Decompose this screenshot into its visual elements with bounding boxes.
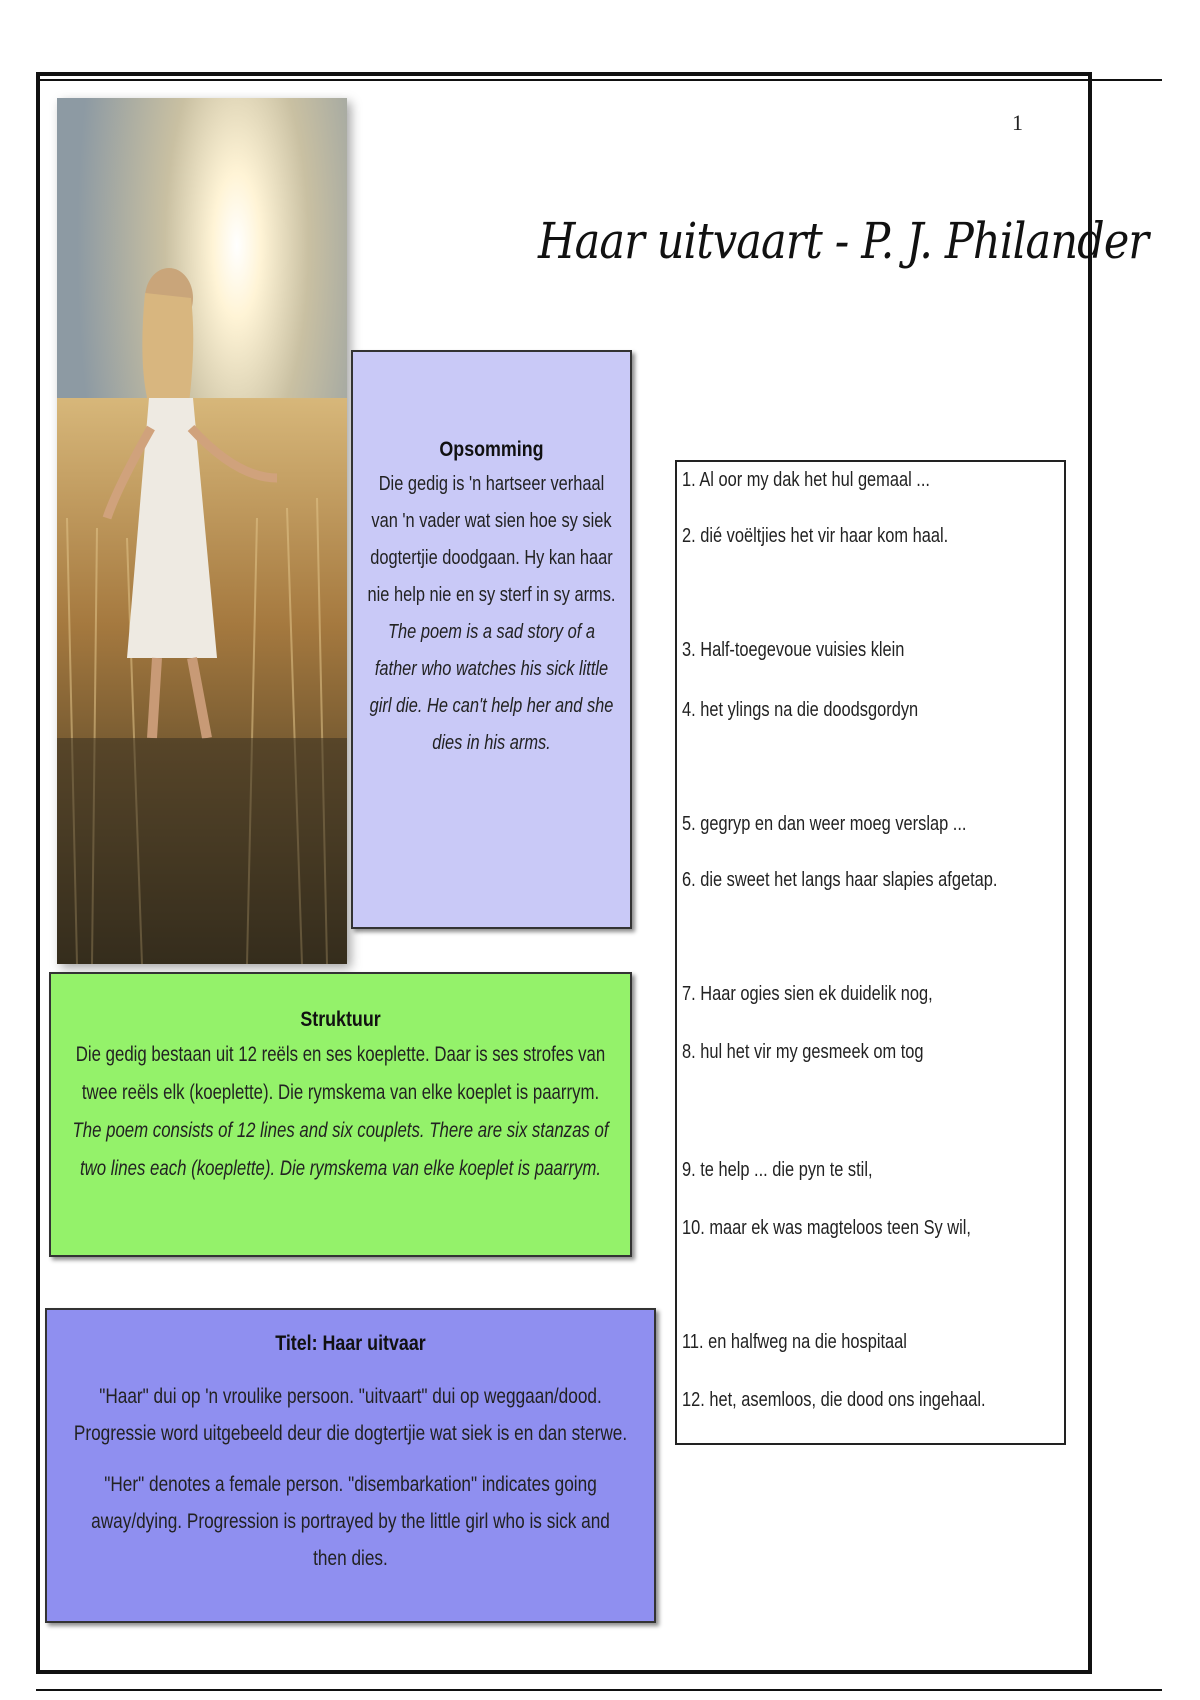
poem-line: 3. Half-toegevoue vuisies klein bbox=[682, 639, 905, 661]
poem-line: 9. te help ... die pyn te stil, bbox=[682, 1159, 873, 1181]
structure-heading: Struktuur bbox=[300, 1008, 381, 1031]
poem-line: 11. en halfweg na die hospitaal bbox=[682, 1331, 907, 1353]
poem-line: 5. gegryp en dan weer moeg verslap ... bbox=[682, 813, 967, 835]
title-box-afrikaans: "Haar" dui op 'n vroulike persoon. "uitvaart" dui op weggaan/dood. Progressie word uitgebeeld deur die dogtertjie wat siek is en dan sterwe. bbox=[73, 1385, 628, 1445]
summary-afrikaans: Die gedig is 'n hartseer verhaal van 'n vader wat sien hoe sy siek dogtertjie doodgaan. Hy kan haar nie help nie en sy sterf in sy arms. bbox=[367, 473, 616, 606]
summary-english: The poem is a sad story of a father who watches his sick little girl die. He can't help her and she dies in his arms. bbox=[369, 621, 614, 754]
structure-box bbox=[49, 972, 632, 1257]
poem-box bbox=[675, 460, 1066, 1445]
title-box-english: "Her" denotes a female person. "disembarkation" indicates going away/dying. Progression is portrayed by the little girl who is sick and then dies. bbox=[91, 1473, 610, 1570]
summary-box bbox=[351, 350, 632, 929]
poem-line: 4. het ylings na die doodsgordyn bbox=[682, 699, 919, 721]
page-number: 1 bbox=[1012, 110, 1023, 135]
summary-heading: Opsomming bbox=[439, 438, 544, 461]
bottom-rule bbox=[36, 1689, 1162, 1691]
poem-line: 10. maar ek was magteloos teen Sy wil, bbox=[682, 1217, 971, 1239]
poem-line: 2. dié voëltjies het vir haar kom haal. bbox=[682, 525, 949, 547]
poem-line: 1. Al oor my dak het hul gemaal ... bbox=[682, 469, 930, 491]
page-title: Haar uitvaart - P. J. Philander bbox=[538, 212, 1149, 270]
poem-line: 7. Haar ogies sien ek duidelik nog, bbox=[682, 983, 933, 1005]
title-explanation-box bbox=[45, 1308, 656, 1623]
title-box-heading: Titel: Haar uitvaar bbox=[275, 1332, 426, 1355]
poem-line: 6. die sweet het langs haar slapies afgetap. bbox=[682, 869, 998, 891]
poem-line: 8. hul het vir my gesmeek om tog bbox=[682, 1041, 924, 1063]
poem-line: 12. het, asemloos, die dood ons ingehaal. bbox=[682, 1389, 986, 1411]
structure-english: The poem consists of 12 lines and six couplets. There are six stanzas of two lines each (koeplette). Die rymskema van elke koeplet is paarrym. bbox=[72, 1119, 609, 1180]
girl-in-field-photo bbox=[57, 98, 347, 964]
structure-afrikaans: Die gedig bestaan uit 12 reëls en ses koeplette. Daar is ses strofes van twee reëls elk (koeplette). Die rymskema van elke koeplet is paarrym. bbox=[75, 1043, 606, 1104]
